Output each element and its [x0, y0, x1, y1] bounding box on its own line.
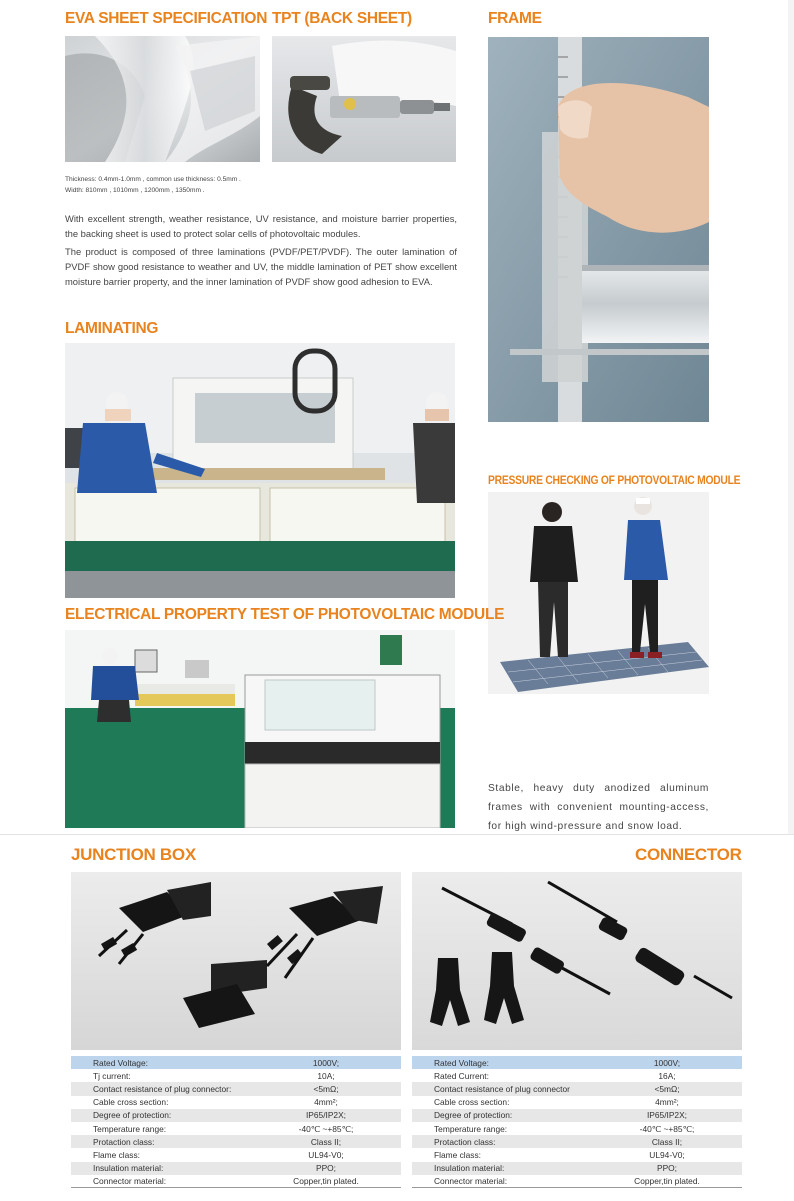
table-row	[412, 1148, 742, 1161]
spec-label: Rated Current:	[412, 1069, 592, 1082]
section-divider	[0, 834, 794, 835]
spec-label: Degree of protection:	[71, 1109, 251, 1122]
table-row	[412, 1082, 742, 1095]
spec-value: UL94-V0;	[251, 1148, 401, 1161]
eva-thickness-spec: Thickness: 0.4mm-1.0mm , common use thickness: 0.5mm .	[65, 176, 241, 183]
connector-photo	[412, 872, 742, 1050]
table-row	[71, 1096, 401, 1109]
spec-label: Insulation material:	[71, 1162, 251, 1175]
eva-sheet-photo	[65, 36, 260, 162]
electrical-test-photo	[65, 630, 455, 828]
table-row	[71, 1162, 401, 1175]
table-row	[412, 1175, 742, 1188]
table-row	[412, 1135, 742, 1148]
spec-label: Insulation material:	[412, 1162, 592, 1175]
table-row	[412, 1069, 742, 1082]
table-row	[412, 1162, 742, 1175]
electrical-heading: ELECTRICAL PROPERTY TEST OF PHOTOVOLTAIC MODULE	[65, 606, 505, 623]
spec-label: Temperature range:	[71, 1122, 251, 1135]
table-row	[412, 1109, 742, 1122]
spec-value: UL94-V0;	[592, 1148, 742, 1161]
spec-label: Contact resistance of plug connector:	[71, 1082, 251, 1095]
spec-label: Connector material:	[412, 1175, 592, 1188]
spec-label: Protaction class:	[412, 1135, 592, 1148]
pressure-check-photo	[488, 492, 709, 694]
pressure-heading: PRESSURE CHECKING OF PHOTOVOLTAIC MODULE	[488, 473, 741, 487]
table-row	[71, 1175, 401, 1188]
tpt-description-paragraph: With excellent strength, weather resistance, UV resistance, and moisture barrier properties, the backing sheet is used to protect solar cells of photovoltaic modules.	[65, 213, 457, 239]
junction-box-heading: JUNCTION BOX	[71, 845, 196, 864]
spec-value: -40℃ ~+85℃;	[592, 1122, 742, 1135]
junction-box-photo	[71, 872, 401, 1050]
spec-value: <5mΩ;	[592, 1082, 742, 1095]
table-row	[412, 1056, 742, 1069]
laminating-heading: LAMINATING	[65, 320, 159, 337]
connector-spec-table	[412, 1056, 742, 1188]
spec-label: Protaction class:	[71, 1135, 251, 1148]
table-row	[71, 1056, 401, 1069]
connector-heading: CONNECTOR	[635, 845, 742, 864]
page-edge-shadow	[788, 0, 794, 834]
spec-value: Class II;	[592, 1135, 742, 1148]
spec-value: PPO;	[251, 1162, 401, 1175]
tpt-composition-paragraph: The product is composed of three laminations (PVDF/PET/PVDF). The outer lamination of PVDF show good resistance to weather and UV, the middle lamination of PET show excellent moisture barrier property, and the inner lamination of PVDF show good adhesion to EVA.	[65, 246, 457, 287]
spec-value: 16A;	[592, 1069, 742, 1082]
table-row	[71, 1148, 401, 1161]
spec-value: <5mΩ;	[251, 1082, 401, 1095]
spec-label: Connector material:	[71, 1175, 251, 1188]
spec-label: Flame class:	[412, 1148, 592, 1161]
spec-value: IP65/IP2X;	[251, 1109, 401, 1122]
spec-label: Cable cross section:	[71, 1096, 251, 1109]
eva-width-spec: Width: 810mm , 1010mm , 1200mm , 1350mm .	[65, 187, 205, 194]
table-row	[71, 1082, 401, 1095]
frame-caption: Stable, heavy duty anodized aluminum frames with convenient mounting-access, for high wind-pressure and snow load.	[488, 783, 709, 832]
laminating-photo	[65, 343, 455, 598]
eva-heading: EVA SHEET SPECIFICATION	[65, 10, 268, 27]
table-row	[412, 1122, 742, 1135]
spec-label: Flame class:	[71, 1148, 251, 1161]
spec-value: 1000V;	[592, 1056, 742, 1069]
table-row	[71, 1122, 401, 1135]
spec-value: 4mm²;	[592, 1096, 742, 1109]
table-row	[71, 1069, 401, 1082]
junction-box-spec-table	[71, 1056, 401, 1188]
spec-label: Rated Voltage:	[71, 1056, 251, 1069]
spec-label: Temperature range:	[412, 1122, 592, 1135]
spec-label: Degree of protection:	[412, 1109, 592, 1122]
table-row	[71, 1109, 401, 1122]
tpt-heading: TPT (BACK SHEET)	[272, 10, 412, 27]
spec-value: 10A;	[251, 1069, 401, 1082]
spec-value: Class II;	[251, 1135, 401, 1148]
spec-label: Rated Voltage:	[412, 1056, 592, 1069]
tpt-micrometer-photo	[272, 36, 456, 162]
frame-caliper-photo	[488, 37, 709, 422]
frame-heading: FRAME	[488, 10, 542, 27]
spec-value: PPO;	[592, 1162, 742, 1175]
spec-value: IP65/IP2X;	[592, 1109, 742, 1122]
spec-value: 4mm²;	[251, 1096, 401, 1109]
spec-value: 1000V;	[251, 1056, 401, 1069]
spec-value: -40℃ ~+85℃;	[251, 1122, 401, 1135]
spec-value: Copper,tin plated.	[251, 1175, 401, 1188]
spec-label: Contact resistance of plug connector	[412, 1082, 592, 1095]
spec-label: Cable cross section:	[412, 1096, 592, 1109]
spec-label: Tj current:	[71, 1069, 251, 1082]
table-row	[71, 1135, 401, 1148]
spec-value: Copper,tin plated.	[592, 1175, 742, 1188]
table-row	[412, 1096, 742, 1109]
